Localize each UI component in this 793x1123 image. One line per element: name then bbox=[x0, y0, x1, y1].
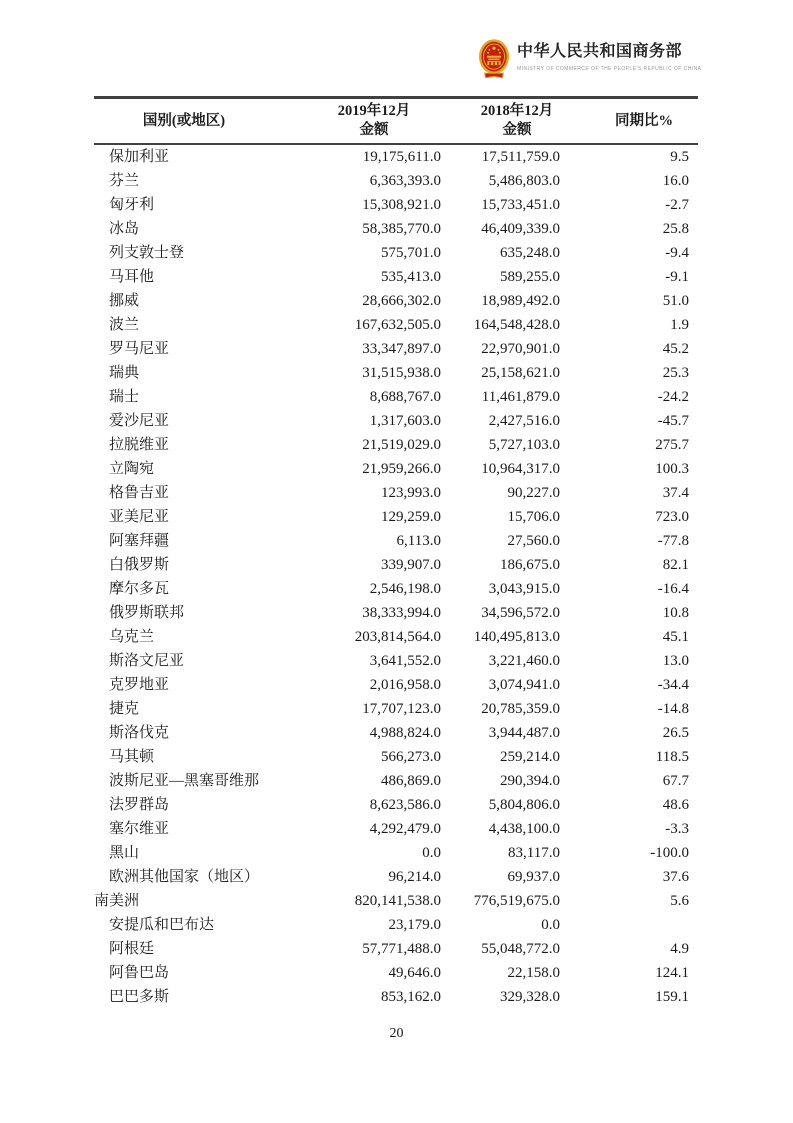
table-row bbox=[94, 553, 698, 577]
amount-2019-cell: 6,113.0 bbox=[396, 533, 441, 549]
table-row bbox=[94, 457, 698, 481]
yoy-percent-cell: 67.7 bbox=[662, 773, 689, 789]
country-name-cell: 南美洲 bbox=[94, 893, 140, 909]
country-name-cell: 阿根廷 bbox=[109, 941, 155, 957]
amount-2019-cell: 57,771,488.0 bbox=[362, 941, 441, 957]
amount-2019-cell: 33,347,897.0 bbox=[362, 341, 441, 357]
amount-2019-cell: 96,214.0 bbox=[388, 869, 441, 885]
country-name-cell: 列支敦士登 bbox=[109, 245, 185, 261]
table-row bbox=[94, 745, 698, 769]
amount-2019-cell: 535,413.0 bbox=[381, 269, 441, 285]
amount-2019-cell: 203,814,564.0 bbox=[354, 629, 441, 645]
amount-2019-cell: 21,519,029.0 bbox=[362, 437, 441, 453]
table-row bbox=[94, 889, 698, 913]
yoy-percent-cell: -100.0 bbox=[650, 845, 689, 861]
amount-2018-cell: 5,804,806.0 bbox=[488, 797, 560, 813]
table-row bbox=[94, 673, 698, 697]
country-name-cell: 马其顿 bbox=[109, 749, 155, 765]
table-row bbox=[94, 409, 698, 433]
amount-2018-cell: 589,255.0 bbox=[500, 269, 560, 285]
table-row bbox=[94, 577, 698, 601]
country-name-cell: 斯洛伐克 bbox=[109, 725, 170, 741]
amount-2018-cell: 20,785,359.0 bbox=[481, 701, 560, 717]
country-name-cell: 乌克兰 bbox=[109, 629, 155, 645]
amount-2018-cell: 5,486,803.0 bbox=[488, 173, 560, 189]
table-row bbox=[94, 433, 698, 457]
amount-2018-cell: 18,989,492.0 bbox=[481, 293, 560, 309]
country-name-cell: 罗马尼亚 bbox=[109, 341, 170, 357]
yoy-percent-cell: 124.1 bbox=[655, 965, 689, 981]
yoy-percent-cell: 159.1 bbox=[655, 989, 689, 1005]
yoy-percent-cell: -45.7 bbox=[657, 413, 689, 429]
amount-2018-cell: 776,519,675.0 bbox=[473, 893, 560, 909]
amount-2018-cell: 3,944,487.0 bbox=[488, 725, 560, 741]
table-row bbox=[94, 817, 698, 841]
table-row bbox=[94, 505, 698, 529]
amount-2019-cell: 8,688,767.0 bbox=[369, 389, 441, 405]
amount-2019-cell: 575,701.0 bbox=[381, 245, 441, 261]
amount-2019-cell: 17,707,123.0 bbox=[362, 701, 441, 717]
amount-2019-cell: 4,292,479.0 bbox=[369, 821, 441, 837]
yoy-percent-cell: 26.5 bbox=[662, 725, 689, 741]
amount-2018-cell: 46,409,339.0 bbox=[481, 221, 560, 237]
amount-2019-cell: 2,016,958.0 bbox=[369, 677, 441, 693]
country-name-cell: 欧洲其他国家（地区） bbox=[109, 869, 260, 885]
table-row bbox=[94, 241, 698, 265]
yoy-percent-cell: 45.2 bbox=[662, 341, 689, 357]
amount-2019-cell: 486,869.0 bbox=[381, 773, 441, 789]
column-header-2018-line1: 2018年12月 bbox=[480, 103, 554, 119]
yoy-percent-cell: 10.8 bbox=[662, 605, 689, 621]
table-row bbox=[94, 721, 698, 745]
column-header-2019-amount bbox=[288, 102, 460, 140]
country-name-cell: 摩尔多瓦 bbox=[109, 581, 170, 597]
table-row bbox=[94, 481, 698, 505]
yoy-percent-cell: 723.0 bbox=[655, 509, 689, 525]
yoy-percent-cell: -34.4 bbox=[657, 677, 689, 693]
yoy-percent-cell: -9.4 bbox=[665, 245, 689, 261]
amount-2018-cell: 90,227.0 bbox=[507, 485, 560, 501]
yoy-percent-cell: 100.3 bbox=[655, 461, 689, 477]
amount-2018-cell: 3,074,941.0 bbox=[488, 677, 560, 693]
amount-2019-cell: 2,546,198.0 bbox=[369, 581, 441, 597]
yoy-percent-cell: 25.3 bbox=[662, 365, 689, 381]
yoy-percent-cell: 1.9 bbox=[670, 317, 689, 333]
country-name-cell: 捷克 bbox=[109, 701, 140, 717]
amount-2019-cell: 566,273.0 bbox=[381, 749, 441, 765]
column-header-2019-line1: 2019年12月 bbox=[337, 103, 411, 119]
amount-2019-cell: 8,623,586.0 bbox=[369, 797, 441, 813]
amount-2019-cell: 1,317,603.0 bbox=[369, 413, 441, 429]
page-number: 20 bbox=[389, 1026, 404, 1041]
country-name-cell: 安提瓜和巴布达 bbox=[109, 917, 215, 933]
table-row bbox=[94, 793, 698, 817]
amount-2018-cell: 69,937.0 bbox=[507, 869, 560, 885]
amount-2019-cell: 129,259.0 bbox=[381, 509, 441, 525]
yoy-percent-cell: 118.5 bbox=[655, 749, 689, 765]
table-row bbox=[94, 385, 698, 409]
amount-2018-cell: 55,048,772.0 bbox=[481, 941, 560, 957]
yoy-percent-cell: -3.3 bbox=[665, 821, 689, 837]
ministry-name-cn: 中华人民共和国商务部 bbox=[517, 43, 683, 60]
amount-2019-cell: 38,333,994.0 bbox=[362, 605, 441, 621]
amount-2019-cell: 31,515,938.0 bbox=[362, 365, 441, 381]
table-row bbox=[94, 865, 698, 889]
table-row bbox=[94, 145, 698, 169]
ministry-name-en: MINISTRY OF COMMERCE OF THE PEOPLE'S REPUBLIC OF CHINA bbox=[517, 66, 702, 72]
country-name-cell: 拉脱维亚 bbox=[109, 437, 170, 453]
amount-2018-cell: 140,495,813.0 bbox=[473, 629, 560, 645]
country-name-cell: 塞尔维亚 bbox=[109, 821, 170, 837]
yoy-percent-cell: -77.8 bbox=[657, 533, 689, 549]
yoy-percent-cell: 37.6 bbox=[662, 869, 689, 885]
yoy-percent-cell: 48.6 bbox=[662, 797, 689, 813]
country-name-cell: 保加利亚 bbox=[109, 149, 170, 165]
masthead-text bbox=[517, 38, 701, 72]
yoy-percent-cell: -14.8 bbox=[657, 701, 689, 717]
yoy-percent-cell: 16.0 bbox=[662, 173, 689, 189]
table-row bbox=[94, 697, 698, 721]
yoy-percent-cell: 275.7 bbox=[655, 437, 689, 453]
amount-2019-cell: 4,988,824.0 bbox=[369, 725, 441, 741]
country-name-cell: 挪威 bbox=[109, 293, 140, 309]
table-row bbox=[94, 961, 698, 985]
country-name-cell: 法罗群岛 bbox=[109, 797, 170, 813]
amount-2019-cell: 6,363,393.0 bbox=[369, 173, 441, 189]
table-row bbox=[94, 361, 698, 385]
table-row bbox=[94, 841, 698, 865]
yoy-percent-cell: -16.4 bbox=[657, 581, 689, 597]
amount-2018-cell: 3,221,460.0 bbox=[488, 653, 560, 669]
yoy-percent-cell: -2.7 bbox=[665, 197, 689, 213]
column-header-country: 国别(或地区) bbox=[142, 112, 226, 129]
table-row bbox=[94, 265, 698, 289]
table-row bbox=[94, 601, 698, 625]
amount-2018-cell: 290,394.0 bbox=[500, 773, 560, 789]
column-header-yoy: 同期比% bbox=[615, 112, 673, 129]
amount-2018-cell: 329,328.0 bbox=[500, 989, 560, 1005]
amount-2018-cell: 164,548,428.0 bbox=[473, 317, 560, 333]
yoy-percent-cell: 4.9 bbox=[670, 941, 689, 957]
column-header-2019-line2: 金额 bbox=[359, 122, 389, 138]
country-name-cell: 斯洛文尼亚 bbox=[109, 653, 185, 669]
amount-2019-cell: 23,179.0 bbox=[388, 917, 441, 933]
amount-2018-cell: 2,427,516.0 bbox=[488, 413, 560, 429]
table-row bbox=[94, 313, 698, 337]
amount-2018-cell: 83,117.0 bbox=[508, 845, 560, 861]
china-national-emblem-icon bbox=[478, 38, 510, 80]
column-header-2018-amount bbox=[458, 102, 576, 140]
amount-2018-cell: 635,248.0 bbox=[500, 245, 560, 261]
amount-2018-cell: 259,214.0 bbox=[500, 749, 560, 765]
amount-2019-cell: 49,646.0 bbox=[388, 965, 441, 981]
table-row bbox=[94, 649, 698, 673]
amount-2018-cell: 15,706.0 bbox=[507, 509, 560, 525]
amount-2018-cell: 0.0 bbox=[541, 917, 560, 933]
amount-2018-cell: 25,158,621.0 bbox=[481, 365, 560, 381]
amount-2019-cell: 123,993.0 bbox=[381, 485, 441, 501]
amount-2018-cell: 27,560.0 bbox=[507, 533, 560, 549]
country-name-cell: 巴巴多斯 bbox=[109, 989, 170, 1005]
table-row bbox=[94, 337, 698, 361]
amount-2018-cell: 10,964,317.0 bbox=[481, 461, 560, 477]
country-name-cell: 芬兰 bbox=[109, 173, 140, 189]
trade-data-table bbox=[94, 96, 698, 1009]
country-name-cell: 黑山 bbox=[109, 845, 140, 861]
table-row bbox=[94, 913, 698, 937]
table-row bbox=[94, 937, 698, 961]
country-name-cell: 匈牙利 bbox=[109, 197, 155, 213]
yoy-percent-cell: 13.0 bbox=[662, 653, 689, 669]
table-row bbox=[94, 769, 698, 793]
yoy-percent-cell: 37.4 bbox=[662, 485, 689, 501]
amount-2019-cell: 3,641,552.0 bbox=[369, 653, 441, 669]
amount-2019-cell: 19,175,611.0 bbox=[362, 149, 441, 165]
amount-2019-cell: 15,308,921.0 bbox=[362, 197, 441, 213]
table-row bbox=[94, 169, 698, 193]
country-name-cell: 阿塞拜疆 bbox=[109, 533, 170, 549]
amount-2019-cell: 0.0 bbox=[422, 845, 441, 861]
amount-2019-cell: 21,959,266.0 bbox=[362, 461, 441, 477]
table-row bbox=[94, 217, 698, 241]
country-name-cell: 白俄罗斯 bbox=[109, 557, 170, 573]
yoy-percent-cell: -24.2 bbox=[657, 389, 689, 405]
country-name-cell: 亚美尼亚 bbox=[109, 509, 170, 525]
amount-2019-cell: 28,666,302.0 bbox=[362, 293, 441, 309]
amount-2018-cell: 17,511,759.0 bbox=[481, 149, 560, 165]
yoy-percent-cell: 9.5 bbox=[670, 149, 689, 165]
amount-2018-cell: 15,733,451.0 bbox=[481, 197, 560, 213]
amount-2019-cell: 820,141,538.0 bbox=[354, 893, 441, 909]
table-row bbox=[94, 529, 698, 553]
amount-2019-cell: 167,632,505.0 bbox=[354, 317, 441, 333]
amount-2018-cell: 4,438,100.0 bbox=[488, 821, 560, 837]
amount-2018-cell: 186,675.0 bbox=[500, 557, 560, 573]
yoy-percent-cell: 51.0 bbox=[662, 293, 689, 309]
country-name-cell: 波斯尼亚—黑塞哥维那 bbox=[109, 773, 260, 789]
table-row bbox=[94, 193, 698, 217]
amount-2018-cell: 3,043,915.0 bbox=[488, 581, 560, 597]
amount-2018-cell: 5,727,103.0 bbox=[488, 437, 560, 453]
amount-2018-cell: 11,461,879.0 bbox=[481, 389, 560, 405]
country-name-cell: 瑞典 bbox=[109, 365, 140, 381]
yoy-percent-cell: 25.8 bbox=[662, 221, 689, 237]
table-header-row bbox=[94, 96, 698, 145]
amount-2018-cell: 22,970,901.0 bbox=[481, 341, 560, 357]
country-name-cell: 俄罗斯联邦 bbox=[109, 605, 185, 621]
country-name-cell: 波兰 bbox=[109, 317, 140, 333]
yoy-percent-cell: -9.1 bbox=[665, 269, 689, 285]
amount-2019-cell: 853,162.0 bbox=[381, 989, 441, 1005]
amount-2018-cell: 22,158.0 bbox=[507, 965, 560, 981]
amount-2018-cell: 34,596,572.0 bbox=[481, 605, 560, 621]
ministry-masthead bbox=[478, 38, 701, 80]
country-name-cell: 克罗地亚 bbox=[109, 677, 170, 693]
country-name-cell: 冰岛 bbox=[109, 221, 140, 237]
country-name-cell: 爱沙尼亚 bbox=[109, 413, 170, 429]
yoy-percent-cell: 82.1 bbox=[662, 557, 689, 573]
amount-2019-cell: 339,907.0 bbox=[381, 557, 441, 573]
table-body bbox=[94, 145, 698, 1009]
column-header-2018-line2: 金额 bbox=[502, 122, 532, 138]
table-row bbox=[94, 985, 698, 1009]
country-name-cell: 阿鲁巴岛 bbox=[109, 965, 170, 981]
yoy-percent-cell: 5.6 bbox=[670, 893, 689, 909]
country-name-cell: 立陶宛 bbox=[109, 461, 155, 477]
country-name-cell: 格鲁吉亚 bbox=[109, 485, 170, 501]
country-name-cell: 瑞士 bbox=[109, 389, 140, 405]
yoy-percent-cell: 45.1 bbox=[662, 629, 689, 645]
country-name-cell: 马耳他 bbox=[109, 269, 155, 285]
table-row bbox=[94, 625, 698, 649]
table-row bbox=[94, 289, 698, 313]
amount-2019-cell: 58,385,770.0 bbox=[362, 221, 441, 237]
